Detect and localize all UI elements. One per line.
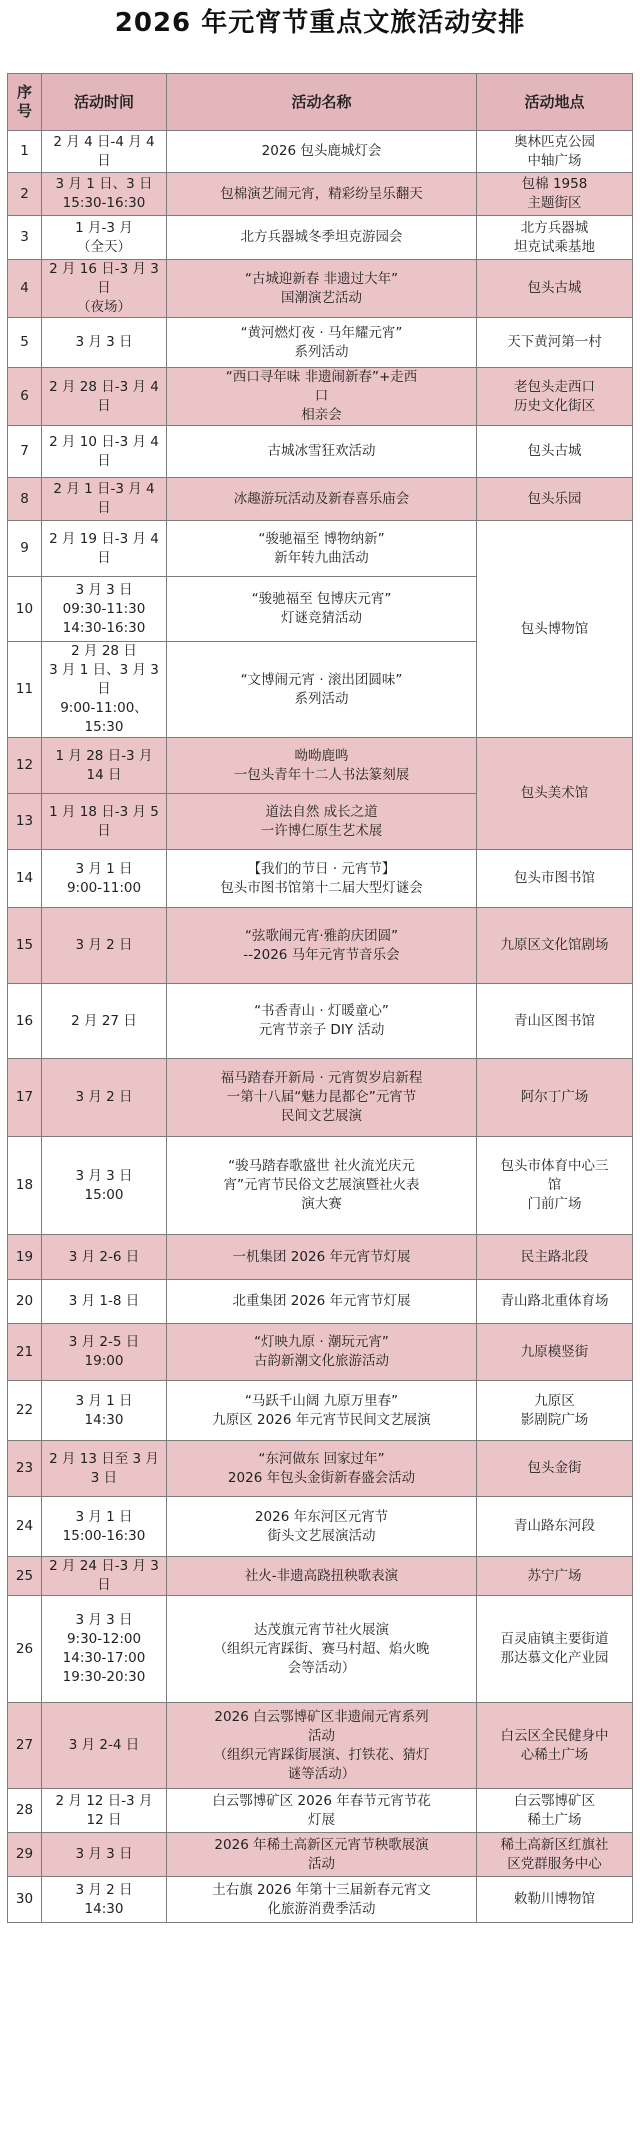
row-time: 2 月 24 日-3 月 3 日 xyxy=(42,1557,167,1596)
row-place: 苏宁广场 xyxy=(477,1557,633,1596)
row-time: 2 月 27 日 xyxy=(42,984,167,1059)
row-place: 包头古城 xyxy=(477,260,633,318)
row-time: 3 月 2-4 日 xyxy=(42,1703,167,1789)
row-place: 老包头走西口 历史文化街区 xyxy=(477,368,633,426)
row-name: 2026 白云鄂博矿区非遗闹元宵系列 活动 （组织元宵踩街展演、打铁花、猜灯 谜等活动） xyxy=(167,1703,477,1789)
row-no: 9 xyxy=(8,521,42,577)
table-row xyxy=(8,173,633,216)
table-row xyxy=(8,1557,633,1596)
row-name: 达茂旗元宵节社火展演 （组织元宵踩街、赛马村超、焰火晚 会等活动） xyxy=(167,1596,477,1703)
row-place: 九原区文化馆剧场 xyxy=(477,908,633,984)
row-place: 阿尔丁广场 xyxy=(477,1059,633,1137)
row-time: 2 月 13 日至 3 月 3 日 xyxy=(42,1441,167,1497)
row-name: “黄河燃灯夜 · 马年耀元宵” 系列活动 xyxy=(167,318,477,368)
row-no: 18 xyxy=(8,1137,42,1235)
table-header-row xyxy=(8,74,633,131)
table-row xyxy=(8,850,633,908)
row-no: 4 xyxy=(8,260,42,318)
table-row xyxy=(8,426,633,478)
row-name: “弦歌闹元宵·雅韵庆团圆” --2026 马年元宵节音乐会 xyxy=(167,908,477,984)
table-row xyxy=(8,260,633,318)
row-name: 2026 包头鹿城灯会 xyxy=(167,131,477,173)
row-name: “骏驰福至 博物纳新” 新年转九曲活动 xyxy=(167,521,477,577)
header-place: 活动地点 xyxy=(477,74,633,131)
row-name: “灯映九原 · 潮玩元宵” 古韵新潮文化旅游活动 xyxy=(167,1324,477,1381)
row-no: 2 xyxy=(8,173,42,216)
table-row xyxy=(8,1833,633,1877)
row-no: 7 xyxy=(8,426,42,478)
row-name: 一机集团 2026 年元宵节灯展 xyxy=(167,1235,477,1280)
row-time: 3 月 2-5 日 19:00 xyxy=(42,1324,167,1381)
row-place: 北方兵器城 坦克试乘基地 xyxy=(477,216,633,260)
row-no: 6 xyxy=(8,368,42,426)
row-time: 2 月 12 日-3 月 12 日 xyxy=(42,1789,167,1833)
page-title: 2026 年元宵节重点文旅活动安排 xyxy=(114,8,526,38)
row-time: 3 月 2-6 日 xyxy=(42,1235,167,1280)
row-no: 26 xyxy=(8,1596,42,1703)
table-row xyxy=(8,984,633,1059)
row-no: 11 xyxy=(8,642,42,738)
row-time: 3 月 2 日 xyxy=(42,908,167,984)
row-name: 呦呦鹿鸣 一包头青年十二人书法篆刻展 xyxy=(167,738,477,794)
row-place: 稀土高新区红旗社 区党群服务中心 xyxy=(477,1833,633,1877)
row-no: 16 xyxy=(8,984,42,1059)
row-time: 3 月 3 日 xyxy=(42,318,167,368)
row-time: 3 月 2 日 xyxy=(42,1059,167,1137)
table-row xyxy=(8,738,633,794)
row-time: 3 月 3 日 15:00 xyxy=(42,1137,167,1235)
schedule-table xyxy=(7,73,633,1923)
row-name: 包棉演艺闹元宵，精彩纷呈乐翻天 xyxy=(167,173,477,216)
row-time: 3 月 1 日 9:00-11:00 xyxy=(42,850,167,908)
row-no: 22 xyxy=(8,1381,42,1441)
table-row xyxy=(8,1497,633,1557)
table-row xyxy=(8,1596,633,1703)
row-name: 福马踏春开新局 · 元宵贺岁启新程 一第十八届“魅力昆都仑”元宵节 民间文艺展演 xyxy=(167,1059,477,1137)
header-no: 序号 xyxy=(8,74,42,131)
row-time: 3 月 3 日 09:30-11:30 14:30-16:30 xyxy=(42,577,167,642)
row-place: 奥林匹克公园 中轴广场 xyxy=(477,131,633,173)
table-row xyxy=(8,1877,633,1923)
row-no: 21 xyxy=(8,1324,42,1381)
row-no: 3 xyxy=(8,216,42,260)
row-no: 17 xyxy=(8,1059,42,1137)
row-no: 12 xyxy=(8,738,42,794)
table-row xyxy=(8,1324,633,1381)
row-time: 3 月 1-8 日 xyxy=(42,1280,167,1324)
row-no: 28 xyxy=(8,1789,42,1833)
header-name: 活动名称 xyxy=(167,74,477,131)
row-place: 民主路北段 xyxy=(477,1235,633,1280)
table-row xyxy=(8,1441,633,1497)
row-name: 2026 年稀土高新区元宵节秧歌展演 活动 xyxy=(167,1833,477,1877)
row-name: 古城冰雪狂欢活动 xyxy=(167,426,477,478)
row-no: 25 xyxy=(8,1557,42,1596)
table-row xyxy=(8,1059,633,1137)
row-time: 1 月 18 日-3 月 5 日 xyxy=(42,794,167,850)
table-row xyxy=(8,1789,633,1833)
row-time: 3 月 2 日 14:30 xyxy=(42,1877,167,1923)
row-no: 14 xyxy=(8,850,42,908)
row-name: “书香青山 · 灯暖童心” 元宵节亲子 DIY 活动 xyxy=(167,984,477,1059)
row-name: “文博闹元宵 · 滚出团圆味” 系列活动 xyxy=(167,642,477,738)
row-name: “东河做东 回家过年” 2026 年包头金街新春盛会活动 xyxy=(167,1441,477,1497)
row-place: 包头古城 xyxy=(477,426,633,478)
row-no: 23 xyxy=(8,1441,42,1497)
row-time: 2 月 16 日-3 月 3 日 （夜场） xyxy=(42,260,167,318)
row-place: 白云鄂博矿区 稀土广场 xyxy=(477,1789,633,1833)
row-place: 九原区 影剧院广场 xyxy=(477,1381,633,1441)
table-row xyxy=(8,1381,633,1441)
row-place: 包头金街 xyxy=(477,1441,633,1497)
row-name: 道法自然 成长之道 一许博仁原生艺术展 xyxy=(167,794,477,850)
table-row xyxy=(8,1235,633,1280)
row-time: 3 月 3 日 xyxy=(42,1833,167,1877)
table-row xyxy=(8,216,633,260)
row-place: 包头乐园 xyxy=(477,478,633,521)
row-time: 2 月 4 日-4 月 4 日 xyxy=(42,131,167,173)
row-time: 3 月 1 日、3 日 15:30-16:30 xyxy=(42,173,167,216)
table-row xyxy=(8,368,633,426)
row-place: 青山路东河段 xyxy=(477,1497,633,1557)
row-name: 社火-非遗高跷扭秧歌表演 xyxy=(167,1557,477,1596)
row-name: 土右旗 2026 年第十三届新春元宵文 化旅游消费季活动 xyxy=(167,1877,477,1923)
row-no: 10 xyxy=(8,577,42,642)
row-no: 15 xyxy=(8,908,42,984)
row-no: 24 xyxy=(8,1497,42,1557)
row-time: 1 月 28 日-3 月 14 日 xyxy=(42,738,167,794)
row-no: 20 xyxy=(8,1280,42,1324)
row-no: 19 xyxy=(8,1235,42,1280)
row-place: 包头市体育中心三 馆 门前广场 xyxy=(477,1137,633,1235)
table-row xyxy=(8,521,633,577)
row-name: “马跃千山阔 九原万里春” 九原区 2026 年元宵节民间文艺展演 xyxy=(167,1381,477,1441)
row-place: 九原模竖街 xyxy=(477,1324,633,1381)
header-time: 活动时间 xyxy=(42,74,167,131)
row-name: “骏驰福至 包博庆元宵” 灯谜竞猜活动 xyxy=(167,577,477,642)
row-place: 包头美术馆 xyxy=(477,738,633,850)
row-time: 1 月-3 月 （全天） xyxy=(42,216,167,260)
row-place: 包头市图书馆 xyxy=(477,850,633,908)
row-time: 3 月 1 日 14:30 xyxy=(42,1381,167,1441)
row-time: 3 月 3 日 9:30-12:00 14:30-17:00 19:30-20:30 xyxy=(42,1596,167,1703)
row-place: 天下黄河第一村 xyxy=(477,318,633,368)
row-place: 包头博物馆 xyxy=(477,521,633,738)
row-no: 13 xyxy=(8,794,42,850)
row-no: 27 xyxy=(8,1703,42,1789)
row-place: 包棉 1958 主题街区 xyxy=(477,173,633,216)
row-no: 5 xyxy=(8,318,42,368)
table-row xyxy=(8,1280,633,1324)
row-no: 30 xyxy=(8,1877,42,1923)
row-name: 冰趣游玩活动及新春喜乐庙会 xyxy=(167,478,477,521)
row-no: 29 xyxy=(8,1833,42,1877)
row-name: “古城迎新春 非遗过大年” 国潮演艺活动 xyxy=(167,260,477,318)
row-time: 2 月 1 日-3 月 4 日 xyxy=(42,478,167,521)
row-time: 3 月 1 日 15:00-16:30 xyxy=(42,1497,167,1557)
row-time: 2 月 28 日 3 月 1 日、3 月 3 日 9:00-11:00、15:30 xyxy=(42,642,167,738)
row-place: 青山区图书馆 xyxy=(477,984,633,1059)
row-name: 白云鄂博矿区 2026 年春节元宵节花 灯展 xyxy=(167,1789,477,1833)
row-name: 北重集团 2026 年元宵节灯展 xyxy=(167,1280,477,1324)
table-row xyxy=(8,318,633,368)
row-time: 2 月 28 日-3 月 4 日 xyxy=(42,368,167,426)
table-row xyxy=(8,1137,633,1235)
table-row xyxy=(8,478,633,521)
row-name: “骏马踏春歌盛世 社火流光庆元 宵”元宵节民俗文艺展演暨社火表 演大赛 xyxy=(167,1137,477,1235)
row-place: 敕勒川博物馆 xyxy=(477,1877,633,1923)
row-name: 2026 年东河区元宵节 街头文艺展演活动 xyxy=(167,1497,477,1557)
row-name: 北方兵器城冬季坦克游园会 xyxy=(167,216,477,260)
row-name: “西口寻年味 非遗闹新春”+走西 口 相亲会 xyxy=(167,368,477,426)
table-row xyxy=(8,1703,633,1789)
row-no: 8 xyxy=(8,478,42,521)
row-no: 1 xyxy=(8,131,42,173)
table-row xyxy=(8,908,633,984)
row-place: 青山路北重体育场 xyxy=(477,1280,633,1324)
row-place: 百灵庙镇主要街道 那达慕文化产业园 xyxy=(477,1596,633,1703)
row-place: 白云区全民健身中 心稀土广场 xyxy=(477,1703,633,1789)
row-name: 【我们的节日 · 元宵节】 包头市图书馆第十二届大型灯谜会 xyxy=(167,850,477,908)
row-time: 2 月 10 日-3 月 4 日 xyxy=(42,426,167,478)
table-row xyxy=(8,131,633,173)
row-time: 2 月 19 日-3 月 4 日 xyxy=(42,521,167,577)
